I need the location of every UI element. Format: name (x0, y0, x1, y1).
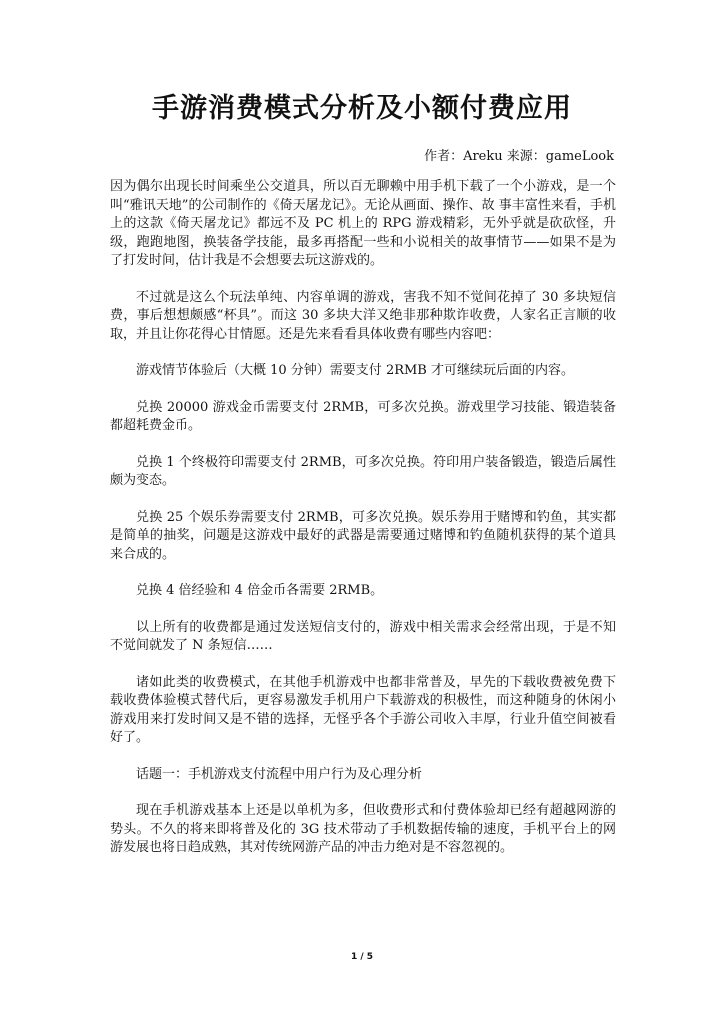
article-body (110, 178, 616, 876)
page-number: 1 / 5 (350, 952, 374, 962)
document-title: 手游消费模式分析及小额付费应用 (152, 93, 572, 124)
paragraph: 兑换 1 个终极符印需要支付 2RMB，可多次兑换。符印用户装备锻造，锻造后属性颇为变态。 (110, 454, 616, 488)
paragraph-intro: 因为偶尔出现长时间乘坐公交道具，所以百无聊赖中用手机下载了一个小游戏，是一个叫“雅讯天地”的公司制作的《倚天屠龙记》。无论从画面、操作、故 事丰富性来看，手机上的这款《倚天屠龙记》都远不及 PC 机上的 RPG 游戏精彩，无外乎就是砍砍怪，升级，跑跑地图，换装备学技能，最多再搭配一些和小说相关的故事情节——如果不是为了打发时间，估计我是不会想要去玩这游戏的。 (110, 179, 616, 268)
paragraph: 现在手机游戏基本上还是以单机为多，但收费形式和付费体验却已经有超越网游的势头。不久的将来即将普及化的 3G 技术带动了手机数据传输的速度，手机平台上的网游发展也将日趋成熟，其对传统网游产品的冲击力绝对是不容忽视的。 (110, 803, 616, 855)
paragraph: 不过就是这么个玩法单纯、内容单调的游戏，害我不知不觉间花掉了 30 多块短信费，事后想想颇感“杯具”。而这 30 多块大洋又绝非那种欺诈收费，人家名正言顺的收取，并且让你花得心甘情愿。还是先来看看具体收费有哪些内容吧： (110, 289, 616, 342)
paragraph: 以上所有的收费都是通过发送短信支付的，游戏中相关需求会经常出现，于是不知不觉间就发了 N 条短信…… (110, 619, 616, 653)
paragraph: 游戏情节体验后（大概 10 分钟）需要支付 2RMB 才可继续玩后面的内容。 (136, 363, 574, 378)
paragraph: 兑换 4 倍经验和 4 倍金币各需要 2RMB。 (136, 583, 384, 598)
paragraph: 诸如此类的收费模式，在其他手机游戏中也都非常普及，早先的下载收费被免费下载收费体验模式替代后，更容易激发手机用户下载游戏的积极性，而这种随身的休闲小游戏用来打发时间又是不错的选择，无怪乎各个手游公司收入丰厚，行业升值空间被看好了。 (110, 674, 616, 745)
author-source-line: 作者：Areku 来源：gameLook (424, 149, 614, 164)
section-heading: 话题一：手机游戏支付流程中用户行为及心理分析 (136, 766, 423, 782)
paragraph: 兑换 20000 游戏金币需要支付 2RMB，可多次兑换。游戏里学习技能、锻造装备都超耗费金币。 (110, 399, 616, 433)
paragraph: 兑换 25 个娱乐券需要支付 2RMB，可多次兑换。娱乐券用于赌博和钓鱼，其实都是简单的抽奖，问题是这游戏中最好的武器是需要通过赌博和钓鱼随机获得的某个道具来合成的。 (110, 509, 616, 562)
